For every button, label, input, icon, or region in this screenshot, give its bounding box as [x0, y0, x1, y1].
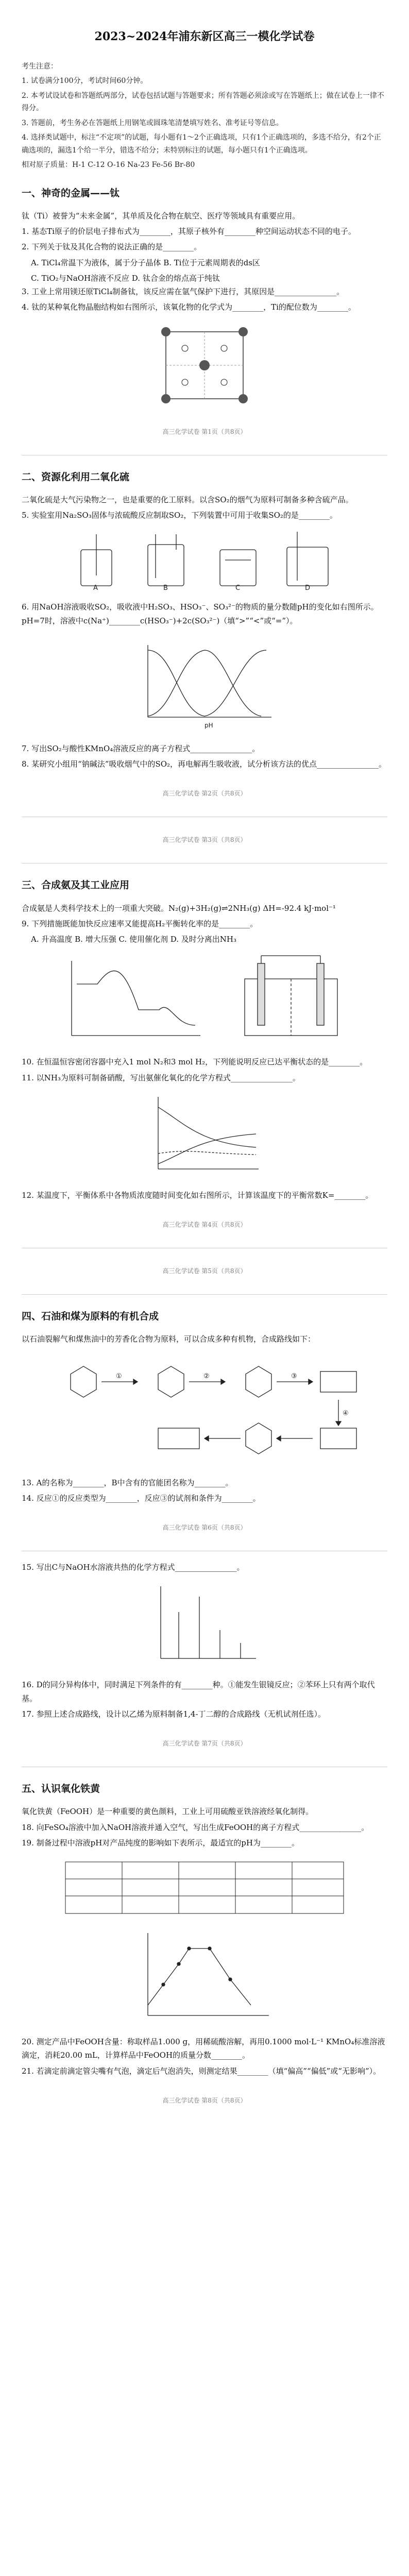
svg-text:D: D	[305, 584, 311, 591]
page-footer: 高三化学试卷 第8页（共8页）	[162, 2096, 247, 2104]
option-line: A. TiCl₄常温下为液体，属于分子晶体 B. Ti位于元素周期表的ds区	[31, 258, 260, 267]
svg-text:B: B	[163, 584, 168, 591]
instruction-note: 3. 答题前，考生务必在答题纸上用钢笔或圆珠笔清楚填写姓名、准考证号等信息。	[22, 118, 283, 127]
document-content	[22, 27, 387, 2124]
question-text: 15. 写出C与NaOH水溶液共热的化学方程式________________。	[22, 1563, 245, 1572]
svg-text:②: ②	[203, 1372, 210, 1380]
page-footer: 高三化学试卷 第2页（共8页）	[162, 790, 247, 798]
section-title: 一、神奇的金属——钛	[22, 187, 120, 199]
figure-row	[22, 1857, 387, 1919]
question-text: 氧化铁黄（FeOOH）是一种重要的黄色颜料，工业上可用硫酸亚铁溶液经氧化制得。	[22, 1807, 314, 1817]
question-text: 7. 写出SO₂与酸性KMnO₄溶液反应的离子方程式________________。	[22, 743, 260, 753]
question-text: 8. 某研究小组用“钠碱法”吸收烟气中的SO₂，再电解再生吸收液，试分析该方法的优点________________。	[22, 759, 387, 769]
electrolysis-cell	[229, 953, 353, 1046]
question-text: 19. 制备过程中溶液pH对产品纯度的影响如下表所示，最适宜的pH为________。	[22, 1838, 299, 1848]
crystal-cell-diagram	[156, 321, 253, 409]
apparatus-figure	[22, 529, 387, 591]
section-title: 二、资源化利用二氧化硫	[22, 471, 130, 483]
gas-collection-apparatus	[71, 529, 338, 591]
option-line: C. TiO₂与NaOH溶液不反应 D. 钛合金的熔点高于纯钛	[31, 273, 220, 283]
question-text: 合成氨是人类科学技术上的一项重大突破。N₂(g)+3H₂(g)⇌2NH₃(g) ΔH=-92.4 kJ·mol⁻¹	[22, 903, 336, 913]
distribution-curve	[127, 635, 282, 733]
figure-row	[22, 953, 387, 1046]
titration-curve	[132, 1928, 277, 2026]
question-text: 13. A的名称为________，B中含有的官能团名称为________。	[22, 1478, 233, 1487]
instructions-label: 考生注意：	[22, 62, 58, 71]
page-footer: 高三化学试卷 第4页（共8页）	[162, 1221, 247, 1228]
instruction-note: 2. 本考试设试卷和答题纸两部分，试卷包括试题与答题要求；所有答题必须涂或写在答题纸上；做在试卷上一律不得分。	[22, 91, 384, 112]
question-text: 10. 在恒温恒容密闭容器中充入1 mol N₂和3 mol H₂，下列能说明反应已达平衡状态的是________。	[22, 1057, 368, 1067]
instructions-block	[22, 60, 387, 172]
question-text: 17. 参照上述合成路线，设计以乙烯为原料制备1,4-丁二醇的合成路线（无机试剂任选）。	[22, 1709, 326, 1719]
question-text: 20. 测定产品中FeOOH含量：称取样品1.000 g，用稀硫酸溶解，再用0.1000 mol·L⁻¹ KMnO₄标准溶液滴定，消耗20.00 mL，计算样品中FeOOH的质量分数________。	[22, 2037, 385, 2060]
question-text: 2. 下列关于钛及其化合物的说法正确的是________。	[22, 242, 202, 252]
question-text: 二氧化硫是大气污染物之一，也是重要的化工原料。以含SO₂的烟气为原料可制备多种含硫产品。	[22, 495, 353, 504]
question-text: 1. 基态Ti原子的价层电子排布式为________，其原子核外有________种空间运动状态不同的电子。	[22, 227, 356, 236]
figure-row	[22, 1928, 387, 2026]
section-title: 五、认识氧化铁黄	[22, 1783, 100, 1794]
question-text: 5. 实验室用Na₂SO₃固体与浓硫酸反应制取SO₂，下列装置中可用于收集SO₂的是________。	[22, 511, 337, 520]
question-text: 4. 钛的某种氧化物晶胞结构如右图所示，该氧化物的化学式为________，Ti的配位数为________。	[22, 302, 356, 312]
page-footer: 高三化学试卷 第7页（共8页）	[162, 1740, 247, 1747]
energy-diagram	[56, 953, 211, 1046]
spectrum-chart	[148, 1581, 261, 1669]
section-title: 四、石油和煤为原料的有机合成	[22, 1311, 159, 1322]
instruction-note: 1. 试卷满分100分，考试时间60分钟。	[22, 77, 148, 85]
svg-text:①: ①	[116, 1372, 122, 1380]
question-text: 11. 以NH₃为原料可制备硝酸，写出氨催化氧化的化学方程式________________。	[22, 1073, 300, 1082]
section-title: 三、合成氨及其工业应用	[22, 879, 130, 891]
svg-text:C: C	[235, 584, 241, 591]
svg-text:A: A	[93, 584, 98, 591]
atomic-mass-line: 相对原子质量：H-1 C-12 O-16 Na-23 Fe-56 Br-80	[22, 161, 195, 169]
question-text: 21. 若滴定前滴定管尖嘴有气泡，滴定后气泡消失，则测定结果________（填“偏高”“偏低”或“无影响”）。	[22, 2066, 381, 2076]
question-text: 12. 某温度下，平衡体系中各物质浓度随时间变化如右图所示，计算该温度下的平衡常数K=________。	[22, 1190, 373, 1200]
question-text: 6. 用NaOH溶液吸收SO₂，吸收液中H₂SO₃、HSO₃⁻、SO₃²⁻的物质的量分数随pH的变化如右图所示。pH=7时，溶液中c(Na⁺)________c(HSO₃⁻)+2c(SO₃²⁻)（填“>”“<”或“=”）。	[22, 602, 379, 625]
question-text: 16. D的同分异构体中，同时满足下列条件的有________种。①能发生银镜反应；②苯环上只有两个取代基。	[22, 1680, 375, 1703]
question-text: 以石油裂解气和煤焦油中的芳香化合物为原料，可以合成多种有机物，合成路线如下：	[22, 1334, 316, 1344]
synthesis-route-diagram	[40, 1353, 369, 1467]
page-footer: 高三化学试卷 第5页（共8页）	[162, 1267, 247, 1275]
question-text: 18. 向FeSO₄溶液中加入NaOH溶液并通入空气，写出生成FeOOH的离子方程式________________。	[22, 1822, 369, 1832]
concentration-time-graph	[143, 1092, 266, 1179]
figure-row	[22, 321, 387, 409]
page-footer: 高三化学试卷 第1页（共8页）	[162, 428, 247, 435]
question-text: 钛（Ti）被誉为“未来金属”，其单质及化合物在航空、医疗等领域具有重要应用。	[22, 211, 300, 221]
instruction-note: 4. 选择类试题中，标注“不定项”的试题，每小题有1～2个正确选项，只有1个正确选项的，多选不给分，有2个正确选项的，漏选1个给一半分，错选不给分；未特别标注的试题，每小题只有1个正确选项。	[22, 133, 381, 155]
option-line: A. 升高温度 B. 增大压强 C. 使用催化剂 D. 及时分离出NH₃	[31, 935, 236, 944]
synthesis-route-figure	[22, 1353, 387, 1467]
document-title: 2023~2024年浦东新区高三一模化学试卷	[94, 30, 315, 43]
question-text: 3. 工业上常用镁还原TiCl₄制备钛，该反应需在氩气保护下进行，其原因是________________。	[22, 287, 345, 296]
question-text: 14. 反应①的反应类型为________，反应③的试剂和条件为________。	[22, 1493, 261, 1503]
svg-text:③: ③	[291, 1372, 297, 1380]
figure-row	[22, 1581, 387, 1669]
data-table-figure	[60, 1857, 349, 1919]
svg-text:④: ④	[343, 1409, 349, 1417]
page-footer: 高三化学试卷 第6页（共8页）	[162, 1524, 247, 1531]
page-divider	[22, 1294, 387, 1295]
question-text: 9. 下列措施既能加快反应速率又能提高H₂平衡转化率的是________。	[22, 919, 258, 928]
page-footer: 高三化学试卷 第3页（共8页）	[162, 836, 247, 844]
figure-row	[22, 1092, 387, 1179]
svg-text:pH: pH	[204, 721, 213, 729]
figure-row	[22, 635, 387, 733]
